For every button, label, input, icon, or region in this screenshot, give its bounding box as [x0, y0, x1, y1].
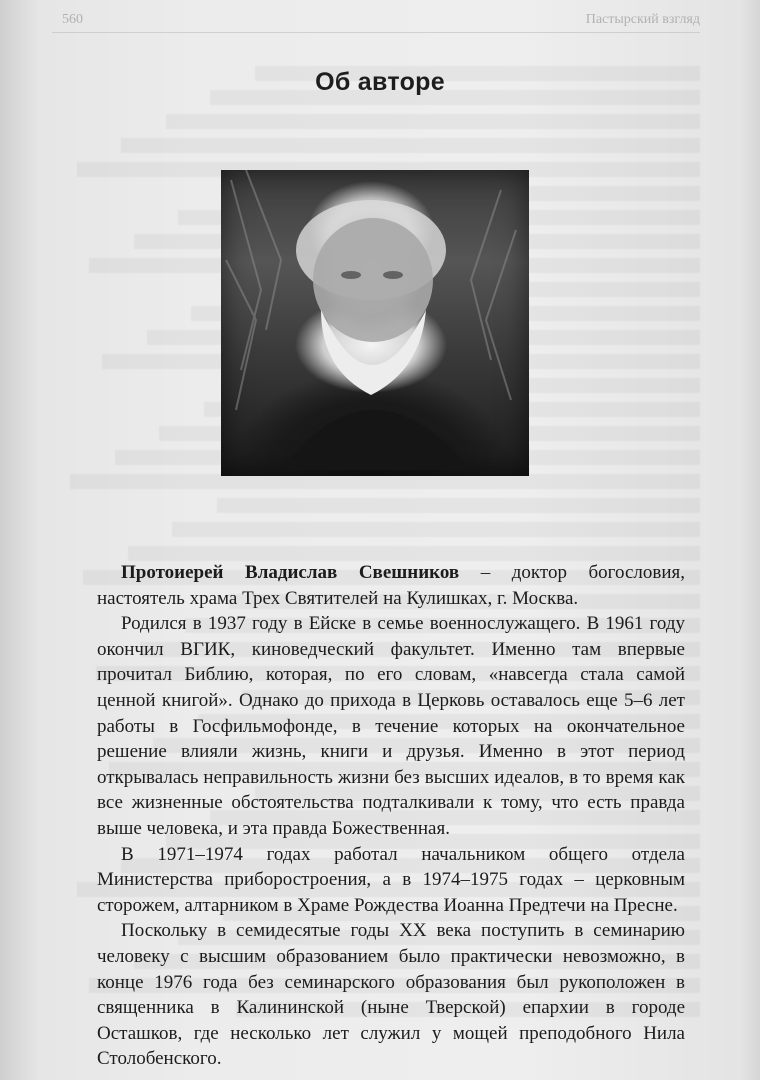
- author-portrait-photo: [221, 170, 529, 476]
- bio-paragraph-4: Поскольку в семидесятые годы XX века поступить в семинарию человеку с высшим образованием было практически невозможно, в конце 1976 года без семинарского образования был рукоположен в священника в Калининской (ныне Тверской) епархии в городе Осташков, где несколько лет служил у мощей преподобного Нила Столобенского.: [97, 920, 685, 1070]
- page-number: 560: [62, 12, 83, 27]
- author-title: – доктор богословия, настоятель храма Трех Святителей на Кулишках, г. Москва.: [97, 562, 685, 609]
- author-name: Протоиерей Владислав Свешников: [121, 562, 460, 583]
- section-heading: Об авторе: [315, 68, 445, 96]
- bio-paragraph-3: В 1971–1974 годах работал начальником общего отдела Министерства приборостроения, а в 1974–1975 годах – церковным сторожем, алтарником в Храме Рождества Иоанна Предтечи на Пресне.: [97, 843, 685, 916]
- bleed-line: [128, 546, 700, 561]
- bleed-line: [172, 522, 700, 537]
- author-bio: [97, 560, 685, 1072]
- bio-paragraph-2: Родился в 1937 году в Ейске в семье военнослужащего. В 1961 году окончил ВГИК, киноведческий факультет. Именно там впервые прочитал Библию, которая, по его словам, «навсегда стала самой ценной книгой». Однако до прихода в Церковь оставалось еще 5–6 лет работы в Госфильмофонде, в течение которых на окончательное решение влияли жизнь, книги и друзья. Именно в этот период открывалась неправильность жизни без высших идеалов, в то время как все жизненные обстоятельства подталкивали к тому, что есть правда выше человека, и эта правда Божественная.: [97, 613, 685, 839]
- bleed-line: [121, 138, 700, 153]
- bleed-line: [70, 474, 700, 489]
- bleed-line: [217, 498, 700, 513]
- portrait-image: [221, 170, 529, 476]
- running-head: [52, 12, 700, 33]
- bleed-line: [166, 114, 700, 129]
- running-head-title: Пастырский взгляд: [585, 12, 700, 27]
- bio-paragraph-1: [97, 560, 685, 611]
